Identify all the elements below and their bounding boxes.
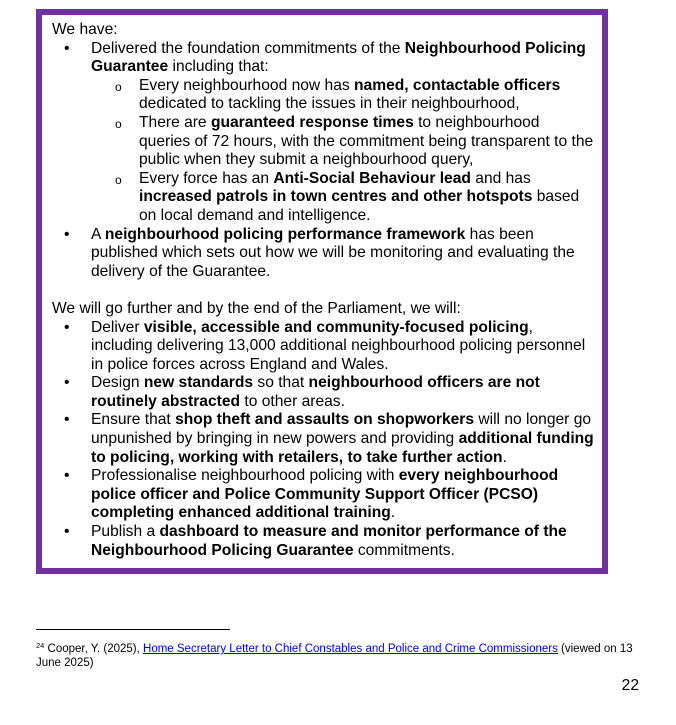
body-text: dedicated to tackling the issues in their neighbourhood, xyxy=(139,95,520,113)
body-text: Every force has an xyxy=(139,169,274,187)
sub-list-item xyxy=(91,77,594,114)
emphasis-text: Anti-Social Behaviour lead xyxy=(273,169,471,187)
bullet-icon: • xyxy=(64,467,70,485)
list-item xyxy=(52,319,594,375)
hollow-bullet-icon: o xyxy=(115,79,122,94)
delivered-list xyxy=(52,40,594,282)
emphasis-text: shop theft and assaults on shopworkers xyxy=(175,411,475,429)
body-text: to other areas. xyxy=(240,392,345,410)
footnote-link[interactable]: Home Secretary Letter to Chief Constables and Police and Crime Commissioners xyxy=(143,643,558,655)
body-text: A xyxy=(91,225,105,243)
emphasis-text: additional funding to policing, working with retailers, to take further action xyxy=(91,430,594,466)
hollow-bullet-icon: o xyxy=(115,172,122,187)
body-text: Design xyxy=(91,374,144,392)
body-text: Every neighbourhood now has xyxy=(139,76,354,94)
emphasis-text: Neighbourhood Policing Guarantee xyxy=(91,39,586,76)
body-text: so that xyxy=(253,374,309,392)
body-text: including that: xyxy=(168,58,269,76)
emphasis-text: dashboard to measure and monitor performance of the Neighbourhood Policing Guarantee xyxy=(91,523,567,559)
body-text: . xyxy=(390,504,396,522)
callout-content xyxy=(52,21,594,560)
footnote-separator xyxy=(36,629,230,630)
list-item xyxy=(52,467,594,523)
further-intro-text: We will go further and by the end of the Parliament, we will: xyxy=(52,299,461,317)
bullet-icon: • xyxy=(64,411,70,429)
emphasis-text: neighbourhood policing performance framework xyxy=(104,225,466,243)
bullet-icon: • xyxy=(64,318,70,336)
body-text: , including delivering 13,000 additional neighbourhood policing personnel in police forces across England and Wales. xyxy=(91,318,586,373)
body-text: Delivered the foundation commitments of the xyxy=(91,39,405,57)
sub-list xyxy=(91,77,594,226)
list-item xyxy=(52,226,594,282)
bullet-icon: • xyxy=(64,39,70,57)
bullet-icon: • xyxy=(64,374,70,392)
body-text: and has xyxy=(470,169,531,187)
footnote xyxy=(36,639,636,670)
emphasis-text: neighbourhood officers are not routinely abstracted xyxy=(91,374,540,410)
list-item xyxy=(52,40,594,226)
emphasis-text: new standards xyxy=(143,374,254,392)
sub-list-item xyxy=(91,170,594,226)
emphasis-text: visible, accessible and community-focused policing xyxy=(143,318,529,336)
body-text: has been published which sets out how we will be monitoring and evaluating the delivery of the Guarantee. xyxy=(91,225,575,280)
bullet-icon: • xyxy=(64,523,70,541)
list-item xyxy=(52,374,594,411)
body-text: . xyxy=(502,448,507,466)
footnote-prefix: Cooper, Y. (2025), xyxy=(44,643,144,655)
hollow-bullet-icon: o xyxy=(115,116,122,131)
callout-box xyxy=(36,9,608,574)
sub-list-item xyxy=(91,114,594,170)
further-list xyxy=(52,319,594,561)
page-number: 22 xyxy=(621,677,639,694)
list-item xyxy=(52,523,594,560)
body-text: Publish a xyxy=(91,523,160,541)
body-text: Ensure that xyxy=(91,411,176,429)
body-text: based on local demand and intelligence. xyxy=(139,188,580,224)
emphasis-text: named, contactable officers xyxy=(354,76,561,94)
emphasis-text: increased patrols in town centres and other hotspots xyxy=(139,188,533,206)
intro-text: We have: xyxy=(52,21,118,38)
body-text: to neighbourhood queries of 72 hours, with the commitment being transparent to the public when they submit a neighbourhood query, xyxy=(139,113,594,169)
body-text: There are xyxy=(139,113,211,131)
footnote-suffix: (viewed on 13 June 2025) xyxy=(36,643,633,669)
body-text: Professionalise neighbourhood policing with xyxy=(91,467,399,485)
emphasis-text: guaranteed response times xyxy=(210,113,414,131)
footnote-number: 24 xyxy=(36,641,45,650)
bullet-icon: • xyxy=(64,225,70,243)
body-text: commitments. xyxy=(353,541,455,559)
list-item xyxy=(52,411,594,467)
body-text: will no longer go unpunished by bringing in new powers and providing xyxy=(91,411,592,448)
emphasis-text: every neighbourhood police officer and Police Community Support Officer (PCSO) completing enhanced additional training xyxy=(91,467,559,522)
body-text: Deliver xyxy=(91,318,144,336)
